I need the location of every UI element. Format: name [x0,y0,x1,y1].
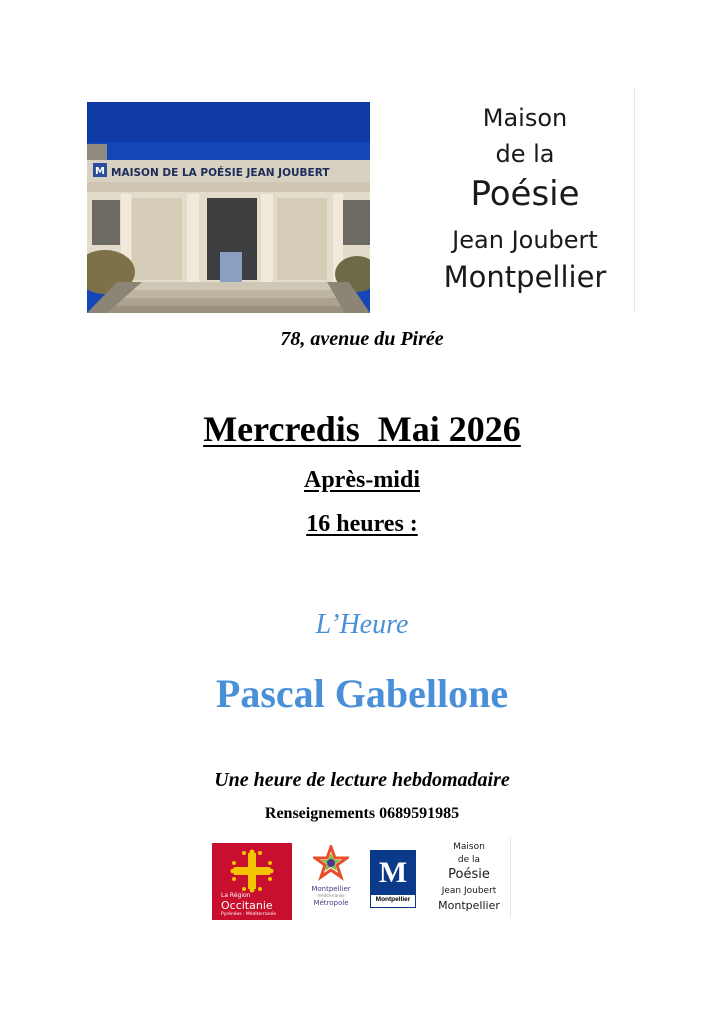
venue-address: 78, avenue du Pirée [280,328,444,350]
montpellier-m-icon: M [371,851,415,895]
event-period [0,467,724,494]
small-logo-line-3: Poésie [448,867,490,882]
building-photo [87,102,370,313]
occitanie-line-2: Occitanie [221,899,273,912]
logo-line-de-la: de la [495,140,555,168]
metropole-line-1: Montpellier [311,885,351,893]
poet-name: Pascal Gabellone [215,671,509,716]
region-occitanie-logo [212,843,292,920]
metropole-line-2: méditerranée [317,893,345,898]
small-logo-line-1: Maison [453,842,485,852]
metropole-line-3: Métropole [313,899,349,907]
montpellier-metropole-logo [298,843,364,915]
occitan-cross-icon [230,849,274,893]
building-sign-text: MAISON DE LA POÉSIE JEAN JOUBERT [111,167,330,179]
ville-montpellier-logo [370,850,416,908]
maison-poesie-logo [416,88,635,312]
logo-line-maison: Maison [482,104,568,132]
logo-line-poesie: Poésie [470,174,580,214]
montpellier-caption: Montpellier [375,896,411,903]
logo-line-montpellier: Montpellier [443,260,607,294]
logo-line-jean-joubert: Jean Joubert [452,226,598,254]
svg-text:M: M [95,166,105,177]
small-logo-line-4: Jean Joubert [441,886,497,896]
event-time-text: 16 heures : [306,511,418,537]
metropole-star-icon [313,845,349,881]
series-title: L’Heure [315,609,409,640]
event-date-text: Mercredis Mai 2026 [203,409,521,449]
occitanie-line-3: Pyrénées · Méditerranée [221,912,276,917]
contact-info: Renseignements 0689591985 [264,805,460,822]
maison-poesie-small-logo [428,838,511,918]
event-date-heading [0,408,724,450]
small-logo-line-5: Montpellier [438,899,500,912]
event-tagline: Une heure de lecture hebdomadaire [214,769,510,791]
small-logo-line-2: de la [457,855,481,865]
event-period-text: Après-midi [304,467,420,493]
event-time [0,511,724,538]
occitanie-line-1: La Région [221,892,251,899]
